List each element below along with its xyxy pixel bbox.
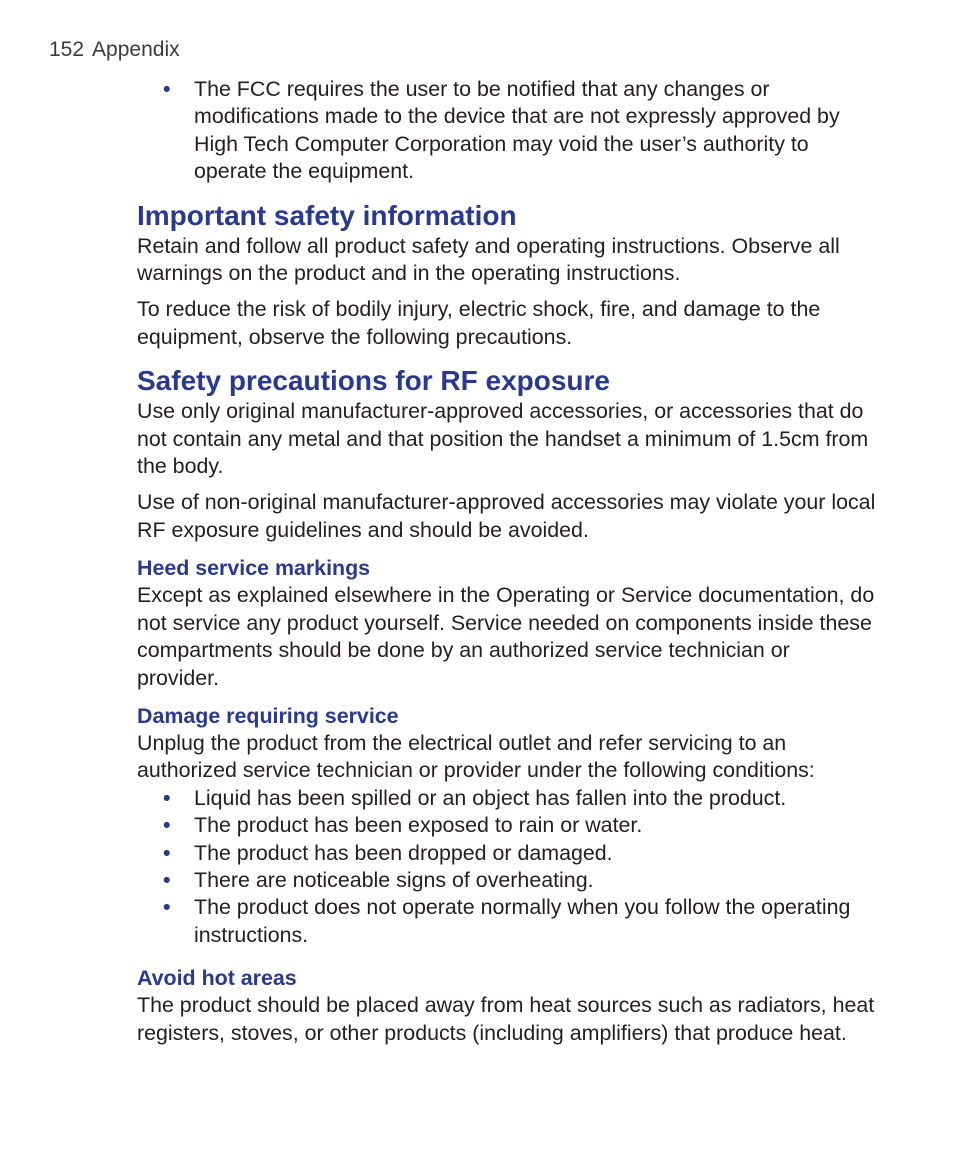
bullet-icon: • [163, 785, 171, 810]
paragraph: Except as explained elsewhere in the Operating or Service documentation, do not service any product yourself. Service needed on components inside these compartments should be done by an authorized service technician or provider. [137, 583, 875, 690]
list-item-text: The product has been dropped or damaged. [194, 840, 613, 865]
section-heading-rf-exposure: Safety precautions for RF exposure [137, 365, 611, 397]
paragraph: Unplug the product from the electrical outlet and refer servicing to an authorized service technician or provider under the following conditions: [137, 730, 815, 783]
list-item [137, 76, 877, 186]
list-item-text: The product has been exposed to rain or water. [194, 813, 643, 838]
list-item-text: Liquid has been spilled or an object has fallen into the product. [194, 785, 787, 810]
subheading-damage-requiring-service: Damage requiring service [137, 703, 399, 728]
bullet-icon: • [163, 895, 171, 920]
bullet-icon: • [163, 77, 171, 101]
list-item [137, 894, 877, 949]
list-item [137, 812, 877, 839]
page-number: 152 [49, 38, 85, 61]
damage-conditions-list [137, 785, 877, 949]
paragraph: The product should be placed away from heat sources such as radiators, heat registers, stoves, or other products (including amplifiers) that produce heat. [137, 993, 875, 1045]
paragraph: Retain and follow all product safety and operating instructions. Observe all warnings on the product and in the operating instructions. [137, 233, 840, 286]
list-item-text: The FCC requires the user to be notified that any changes or modifications made to the device that are not expressly approved by High Tech Computer Corporation may void the user’s authority to operate the equipment. [194, 77, 840, 184]
subheading-heed-service-markings: Heed service markings [137, 556, 371, 581]
paragraph: To reduce the risk of bodily injury, electric shock, fire, and damage to the equipment, observe the following precautions. [137, 297, 821, 349]
bullet-icon: • [163, 813, 171, 838]
list-item-text: The product does not operate normally when you follow the operating instructions. [194, 895, 851, 947]
list-item [137, 840, 877, 867]
intro-bullet-list [137, 76, 877, 186]
subheading-avoid-hot-areas: Avoid hot areas [137, 966, 297, 991]
page-content [137, 76, 877, 1056]
list-item [137, 867, 877, 894]
list-item-text: There are noticeable signs of overheating. [194, 867, 594, 892]
paragraph: Use of non-original manufacturer-approved accessories may violate your local RF exposure guidelines and should be avoided. [137, 490, 876, 542]
bullet-icon: • [163, 840, 171, 865]
page-header [49, 37, 180, 63]
bullet-icon: • [163, 867, 171, 892]
section-heading-important-safety: Important safety information [137, 199, 517, 231]
paragraph: Use only original manufacturer-approved accessories, or accessories that do not contain any metal and that position the handset a minimum of 1.5cm from the body. [137, 399, 869, 479]
list-item [137, 785, 877, 812]
section-name: Appendix [92, 38, 180, 61]
